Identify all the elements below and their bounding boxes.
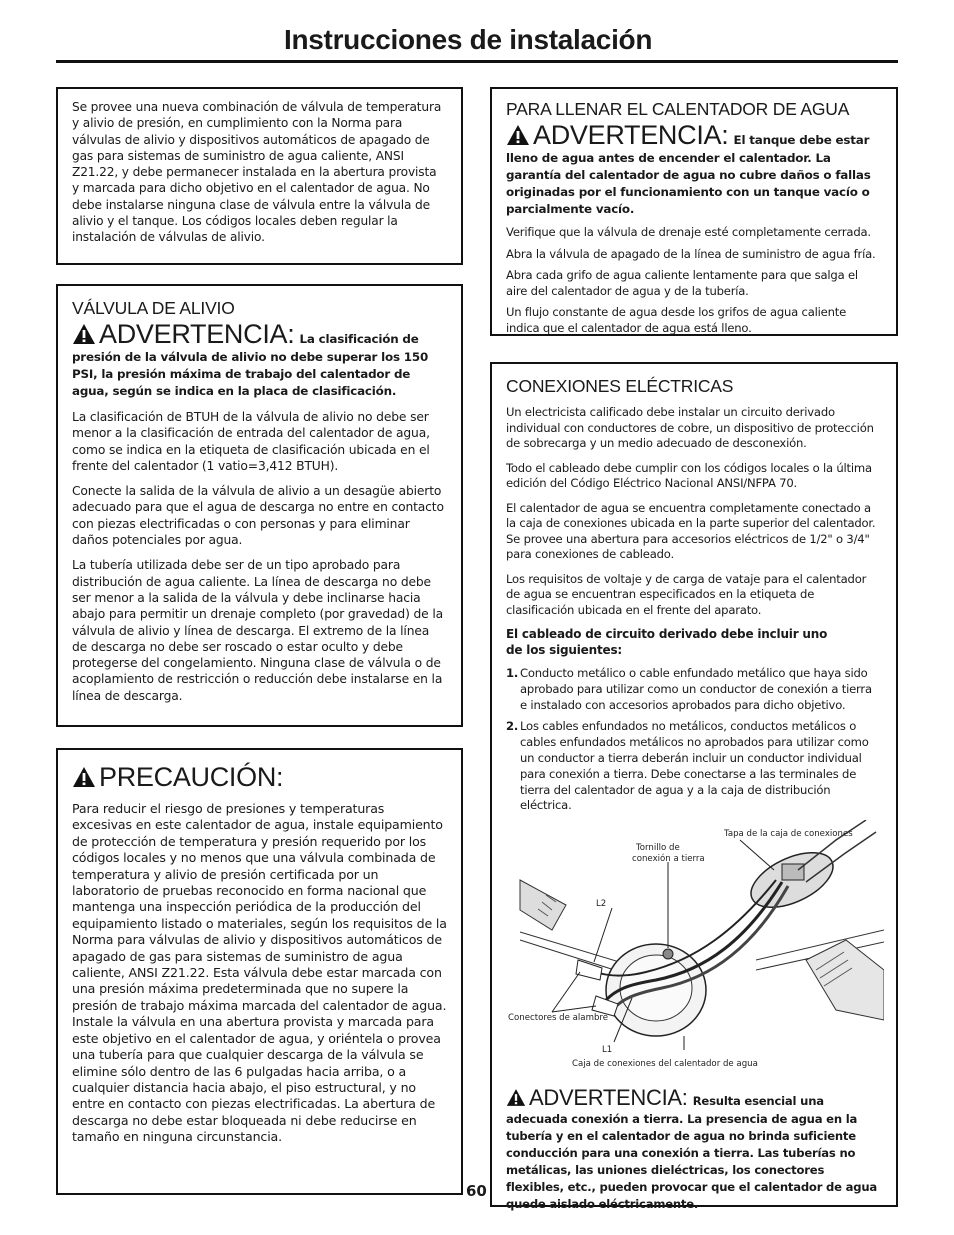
ground-warning [506, 1085, 882, 1212]
warning-triangle-icon [506, 124, 530, 149]
relief-intro-text: Se provee una nueva combinación de válvula de temperatura y alivio de presión, en cumplimiento con la Norma para válvulas de alivio y dispositivos automáticos de apagado de gas para sistemas de suministro de agua caliente, ANSI Z21.22, y debe permanecer instalada en la abertura provista y marcada para dicho objetivo en el calentador de agua. No debe instalarse ninguna clase de válvula entre la válvula de alivio y el tanque. Los códigos locales deben regular la instalación de válvulas de alivio. [72, 100, 442, 245]
fill-heater-warning [506, 120, 882, 217]
relief-valve-warning-text: La clasificación de presión de la válvula de alivio no debe superar los 150 PSI, la presión máxima de trabajo del calentador de agua, según se indica en la placa de clasificación. [72, 332, 429, 398]
title-rule [56, 60, 898, 63]
warning-triangle-icon [72, 766, 96, 792]
relief-valve-warning [72, 319, 447, 399]
fill-heater-step: Verifique que la válvula de drenaje esté completamente cerrada. [506, 225, 871, 239]
relief-intro-box [56, 87, 463, 265]
fill-heater-step: Abra la válvula de apagado de la línea de suministro de agua fría. [506, 246, 876, 261]
caution-text: Para reducir el riesgo de presiones y temperaturas excesivas en este calentador de agua, instale equipamiento de protección de temperatura y presión requerido por los códigos locales y no menos que una válvula combinada de temperatura y alivio de presión certificada por un laboratorio de pruebas reconocido en forma nacional que mantenga una inspección periódica de la producción del equipamiento listado o materiales, según los requisitos de la Norma para válvulas de alivio y dispositivos automáticos de apagado de gas para sistemas de suministro de agua caliente, ANSI Z21.22. Esta válvula debe estar marcada con una presión máxima predeterminada que no supere la presión de trabajo máxima marcada del calentador de agua. Instale la válvula en una abertura provista y marcada para este objetivo en el calentador de agua, y oriéntela o provea una tubería para que cualquier descarga de la válvula se elimine sólo dentro de las 6 pulgadas hacia arriba, o a cualquier distancia hacia abajo, el piso estructural, y no entre en contacto con piezas electrificadas. La abertura de descarga no debe estar bloqueada ni debe reducirse en tamaño en ninguna circunstancia. [72, 801, 447, 1145]
fill-heater-warning-word: ADVERTENCIA: [533, 120, 729, 150]
label-connectors: Conectores de alambre [508, 1013, 609, 1024]
junction-box-diagram [506, 820, 884, 1082]
page-number: 60 [466, 1182, 487, 1200]
electrical-paragraph: Los requisitos de voltaje y de carga de vataje para el calentador de agua se encuentran especificados en la etiqueta de clasificación ubicada en el frente del aparato. [506, 571, 867, 617]
page-title: Instrucciones de instalación [284, 24, 653, 55]
warning-triangle-icon [72, 323, 96, 348]
fill-heater-warning-text: El tanque debe estar lleno de agua antes de encender el calentador. La garantía del calentador de agua no cubre daños o fallas originadas por el funcionamiento con un tanque vacío o parcialmente vacío. [506, 133, 871, 216]
relief-valve-paragraph: Conecte la salida de la válvula de alivio a un desagüe abierto adecuado para que el agua de descarga no entre en contacto con piezas electrificadas o con personas y para eliminar daños potenciales por agua. [72, 484, 444, 548]
ground-warning-word: ADVERTENCIA: [529, 1085, 688, 1111]
ground-warning-text: Resulta esencial una adecuada conexión a tierra. La presencia de agua en la tubería y en el calentador de agua no brinda suficiente conducción para una conexión a tierra. Las tuberías no metálicas, las uniones dieléctricas, los conectores flexibles, etc., pueden provocar que el calentador de agua quede aislado eléctricamente. [506, 1094, 878, 1212]
list-item [506, 719, 882, 814]
list-item [506, 666, 882, 713]
fill-heater-step: Un flujo constante de agua desde los grifos de agua caliente indica que el calentador de agua está lleno. [506, 305, 847, 335]
label-l2: L2 [596, 899, 607, 910]
relief-valve-heading: VÁLVULA DE ALIVIO [72, 298, 235, 318]
label-box: Caja de conexiones del calentador de agua [572, 1059, 758, 1070]
electrical-paragraph: El calentador de agua se encuentra completamente conectado a la caja de conexiones ubicada en la parte superior del calentador. Se provee una abertura para accesorios eléctricos de 1/2" o 3/4" para conexiones de cableado. [506, 500, 876, 561]
label-screw-line-1: Tornillo de [636, 843, 680, 854]
fill-heater-box [490, 87, 898, 336]
label-screw-line-2: conexión a tierra [632, 854, 705, 865]
relief-valve-paragraph: La clasificación de BTUH de la válvula de alivio no debe ser menor a la clasificación de entrada del calentador de agua, como se indica en la etiqueta de clasificación ubicada en el frente del calentador (1 vatio=3,412 BTUH). [72, 410, 430, 473]
branch-heading: El cableado de circuito derivado debe incluir uno de los siguientes: [506, 627, 828, 657]
electrical-heading: CONEXIONES ELÉCTRICAS [506, 376, 734, 396]
caution-word: PRECAUCIÓN: [99, 762, 284, 792]
list-item-number: 1. [506, 666, 519, 680]
fill-heater-heading: PARA LLENAR EL CALENTADOR DE AGUA [506, 99, 850, 119]
warning-triangle-icon [506, 1088, 526, 1110]
label-cover: Tapa de la caja de conexiones [724, 829, 853, 840]
caution-header [72, 762, 447, 793]
relief-valve-box [56, 284, 463, 727]
list-item-text: Los cables enfundados no metálicos, conductos metálicos o cables enfundados metálicos no aprobados para utilizar como un conductor a tierra deberán incluir un conductor individual para conexión a tierra. Debe conectarse a las terminales de tierra del calentador de agua y a la caja de distribución eléctrica. [520, 719, 869, 813]
label-l1: L1 [602, 1045, 613, 1056]
caution-box [56, 748, 463, 1195]
list-item-text: Conducto metálico o cable enfundado metálico que haya sido aprobado para utilizar como un conductor de conexión a tierra e instalado con accesorios aprobados para dicho objetivo. [520, 666, 872, 712]
electrical-box [490, 362, 898, 1212]
list-item-number: 2. [506, 719, 519, 734]
relief-valve-warning-word: ADVERTENCIA: [99, 319, 295, 349]
relief-valve-paragraph: La tubería utilizada debe ser de un tipo aprobado para distribución de agua caliente. La línea de descarga no debe ser menor a la salida de la válvula y debe inclinarse hacia abajo para permitir un drenaje completo (por gravedad) de la válvula de alivio y línea de descarga. El extremo de la línea de descarga no debe ser roscado o estar oculto y debe protegerse del congelamiento. Ninguna clase de válvula o de acoplamiento de restricción o reducción debe instalarse en la línea de descarga. [72, 558, 443, 703]
electrical-paragraph: Todo el cableado debe cumplir con los códigos locales o la última edición del Código Eléctrico Nacional ANSI/NFPA 70. [506, 460, 872, 490]
electrical-paragraph: Un electricista calificado debe instalar un circuito derivado individual con conductores de cobre, un dispositivo de protección de sobrecarga y un medio adecuado de desconexión. [506, 405, 874, 450]
fill-heater-step: Abra cada grifo de agua caliente lentamente para que salga el aire del calentador de agua y de la tubería. [506, 268, 858, 298]
